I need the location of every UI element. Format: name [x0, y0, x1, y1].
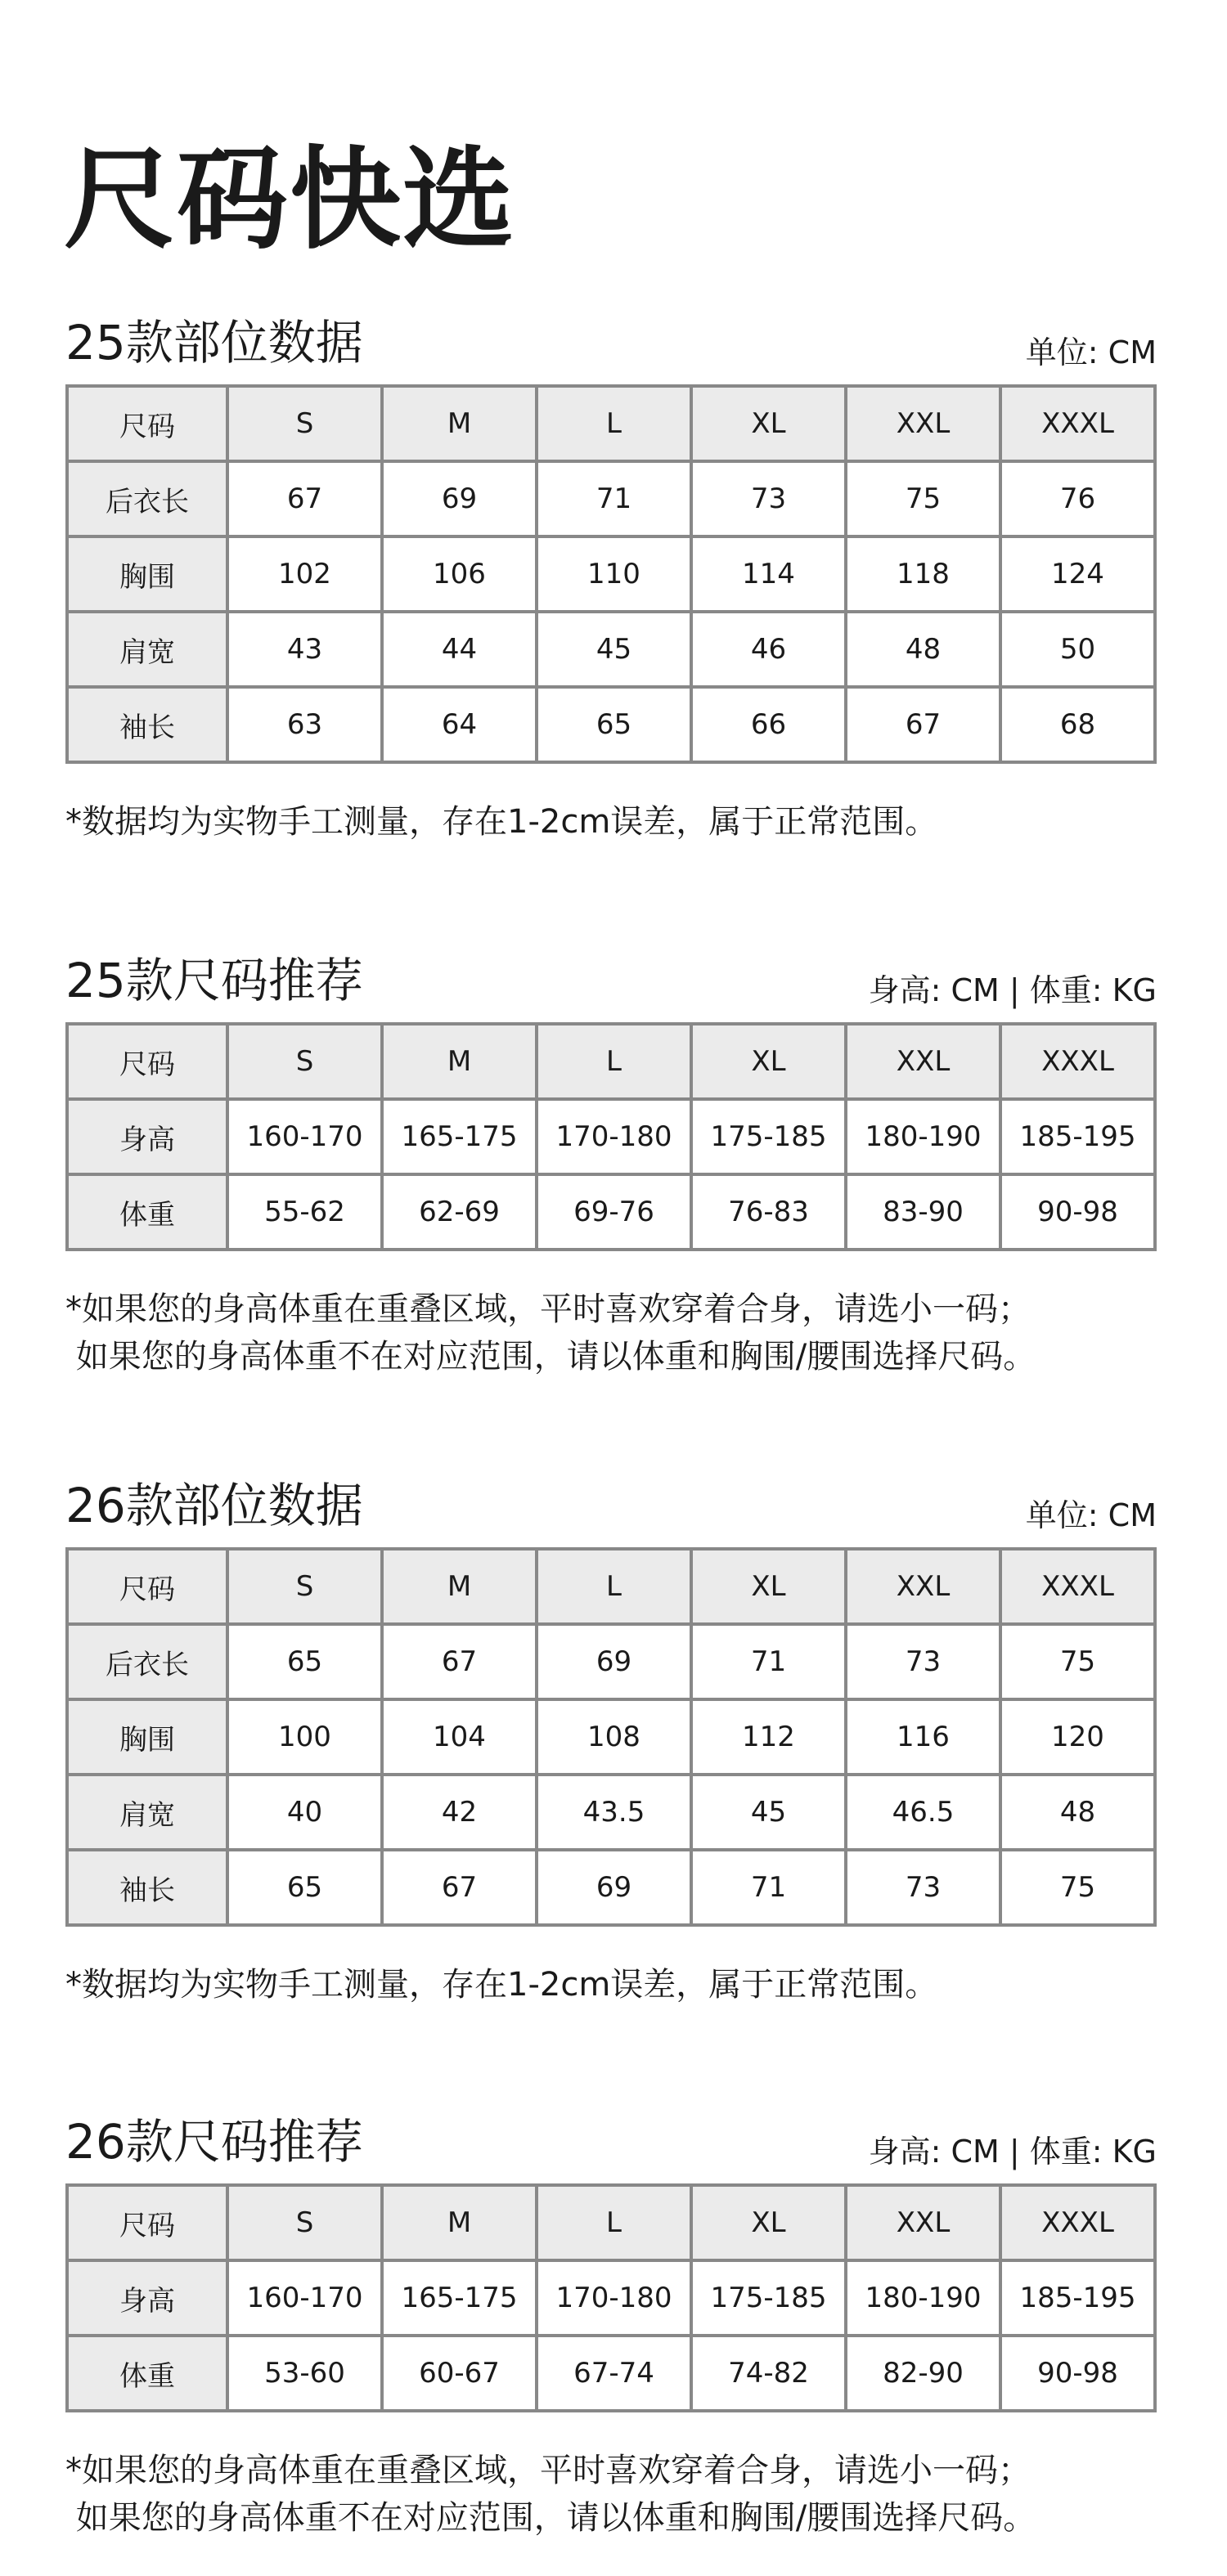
size-header-cell: S	[227, 1024, 382, 1099]
size-header-cell: L	[537, 2185, 691, 2260]
value-cell: 175-185	[691, 1099, 846, 1174]
value-cell: 185-195	[1000, 1099, 1155, 1174]
value-cell: 40	[227, 1775, 382, 1850]
table-row	[67, 612, 1155, 687]
size-header-cell: S	[227, 2185, 382, 2260]
size-header-cell: XXL	[846, 1549, 1000, 1624]
value-cell: 71	[537, 461, 691, 536]
value-cell: 55-62	[227, 1174, 382, 1250]
unit-label: 单位: CM	[1025, 334, 1157, 370]
value-cell: 43	[227, 612, 382, 687]
value-cell: 71	[691, 1624, 846, 1699]
size-section	[65, 940, 1157, 1380]
table-row	[67, 2336, 1155, 2411]
row-label-cell: 后衣长	[67, 1624, 227, 1699]
value-cell: 73	[846, 1624, 1000, 1699]
section-header	[65, 940, 1157, 1014]
size-header-cell: L	[537, 1549, 691, 1624]
value-cell: 67	[846, 687, 1000, 762]
row-label-cell: 袖长	[67, 1850, 227, 1925]
size-table	[65, 1547, 1157, 1927]
unit-label: 单位: CM	[1025, 1497, 1157, 1533]
value-cell: 67	[382, 1624, 537, 1699]
value-cell: 110	[537, 536, 691, 612]
value-cell: 65	[537, 687, 691, 762]
value-cell: 185-195	[1000, 2260, 1155, 2336]
size-table	[65, 384, 1157, 764]
value-cell: 71	[691, 1850, 846, 1925]
value-cell: 116	[846, 1699, 1000, 1775]
value-cell: 48	[1000, 1775, 1155, 1850]
value-cell: 45	[691, 1775, 846, 1850]
size-header-cell: XL	[691, 2185, 846, 2260]
value-cell: 74-82	[691, 2336, 846, 2411]
value-cell: 120	[1000, 1699, 1155, 1775]
value-cell: 180-190	[846, 1099, 1000, 1174]
size-header-cell: XXXL	[1000, 1549, 1155, 1624]
size-header-cell: XXXL	[1000, 386, 1155, 461]
size-header-cell: XXXL	[1000, 2185, 1155, 2260]
table-row	[67, 1699, 1155, 1775]
value-cell: 46.5	[846, 1775, 1000, 1850]
value-cell: 68	[1000, 687, 1155, 762]
value-cell: 102	[227, 536, 382, 612]
value-cell: 46	[691, 612, 846, 687]
row-label-cell: 胸围	[67, 1699, 227, 1775]
table-row	[67, 1775, 1155, 1850]
value-cell: 69	[382, 461, 537, 536]
value-cell: 100	[227, 1699, 382, 1775]
row-label-cell: 体重	[67, 1174, 227, 1250]
section-title: 25款部位数据	[65, 315, 363, 370]
table-row	[67, 2260, 1155, 2336]
footnote	[65, 798, 1157, 846]
value-cell: 67-74	[537, 2336, 691, 2411]
footnote-line: *数据均为实物手工测量，存在1-2cm误差，属于正常范围。	[65, 803, 938, 841]
value-cell: 108	[537, 1699, 691, 1775]
value-cell: 43.5	[537, 1775, 691, 1850]
size-header-cell: XL	[691, 1024, 846, 1099]
value-cell: 76-83	[691, 1174, 846, 1250]
size-header-cell: XXL	[846, 1024, 1000, 1099]
value-cell: 75	[1000, 1624, 1155, 1699]
value-cell: 165-175	[382, 2260, 537, 2336]
value-cell: 124	[1000, 536, 1155, 612]
value-cell: 180-190	[846, 2260, 1000, 2336]
size-header-cell: M	[382, 386, 537, 461]
header-label-cell: 尺码	[67, 1024, 227, 1099]
size-section	[65, 303, 1157, 846]
header-label-cell: 尺码	[67, 2185, 227, 2260]
size-header-cell: L	[537, 386, 691, 461]
value-cell: 48	[846, 612, 1000, 687]
footnote-line: *数据均为实物手工测量，存在1-2cm误差，属于正常范围。	[65, 1966, 938, 2004]
footnote	[65, 2447, 1157, 2542]
size-header-cell: XXXL	[1000, 1024, 1155, 1099]
size-table	[65, 2183, 1157, 2412]
size-table	[65, 1022, 1157, 1251]
size-header-cell: S	[227, 386, 382, 461]
value-cell: 73	[691, 461, 846, 536]
value-cell: 165-175	[382, 1099, 537, 1174]
size-header-cell: M	[382, 2185, 537, 2260]
footnote	[65, 1961, 1157, 2008]
value-cell: 65	[227, 1850, 382, 1925]
size-header-cell: XL	[691, 386, 846, 461]
row-label-cell: 胸围	[67, 536, 227, 612]
footnote-line: *如果您的身高体重在重叠区域，平时喜欢穿着合身，请选小一码；	[65, 2452, 1031, 2489]
table-row	[67, 1624, 1155, 1699]
value-cell: 65	[227, 1624, 382, 1699]
row-label-cell: 袖长	[67, 687, 227, 762]
table-row	[67, 461, 1155, 536]
value-cell: 53-60	[227, 2336, 382, 2411]
table-row	[67, 687, 1155, 762]
value-cell: 67	[382, 1850, 537, 1925]
row-label-cell: 肩宽	[67, 612, 227, 687]
value-cell: 64	[382, 687, 537, 762]
value-cell: 90-98	[1000, 2336, 1155, 2411]
header-label-cell: 尺码	[67, 386, 227, 461]
size-section	[65, 1465, 1157, 2008]
section-title: 26款部位数据	[65, 1478, 363, 1533]
size-header-cell: M	[382, 1549, 537, 1624]
section-title: 25款尺码推荐	[65, 953, 363, 1008]
table-header-row	[67, 2185, 1155, 2260]
row-label-cell: 体重	[67, 2336, 227, 2411]
value-cell: 170-180	[537, 2260, 691, 2336]
size-header-cell: M	[382, 1024, 537, 1099]
value-cell: 112	[691, 1699, 846, 1775]
unit-label: 身高: CM | 体重: KG	[868, 972, 1157, 1008]
value-cell: 60-67	[382, 2336, 537, 2411]
value-cell: 75	[846, 461, 1000, 536]
footnote-line: 如果您的身高体重不在对应范围，请以体重和胸围/腰围选择尺码。	[65, 2499, 1036, 2537]
section-header	[65, 303, 1157, 376]
value-cell: 114	[691, 536, 846, 612]
value-cell: 63	[227, 687, 382, 762]
row-label-cell: 后衣长	[67, 461, 227, 536]
table-row	[67, 536, 1155, 612]
value-cell: 67	[227, 461, 382, 536]
value-cell: 118	[846, 536, 1000, 612]
value-cell: 76	[1000, 461, 1155, 536]
table-row	[67, 1174, 1155, 1250]
table-header-row	[67, 1024, 1155, 1099]
footnote	[65, 1286, 1157, 1380]
value-cell: 73	[846, 1850, 1000, 1925]
value-cell: 104	[382, 1699, 537, 1775]
value-cell: 69	[537, 1850, 691, 1925]
section-header	[65, 2102, 1157, 2175]
value-cell: 170-180	[537, 1099, 691, 1174]
unit-label: 身高: CM | 体重: KG	[868, 2134, 1157, 2170]
table-header-row	[67, 386, 1155, 461]
size-header-cell: L	[537, 1024, 691, 1099]
footnote-line: 如果您的身高体重不在对应范围，请以体重和胸围/腰围选择尺码。	[65, 1338, 1036, 1376]
table-row	[67, 1850, 1155, 1925]
row-label-cell: 身高	[67, 2260, 227, 2336]
size-header-cell: S	[227, 1549, 382, 1624]
value-cell: 69-76	[537, 1174, 691, 1250]
size-header-cell: XXL	[846, 386, 1000, 461]
value-cell: 42	[382, 1775, 537, 1850]
row-label-cell: 肩宽	[67, 1775, 227, 1850]
row-label-cell: 身高	[67, 1099, 227, 1174]
table-header-row	[67, 1549, 1155, 1624]
value-cell: 106	[382, 536, 537, 612]
value-cell: 62-69	[382, 1174, 537, 1250]
table-row	[67, 1099, 1155, 1174]
size-section	[65, 2102, 1157, 2542]
value-cell: 66	[691, 687, 846, 762]
value-cell: 82-90	[846, 2336, 1000, 2411]
value-cell: 83-90	[846, 1174, 1000, 1250]
page-title: 尺码快选	[64, 136, 515, 265]
section-header	[65, 1465, 1157, 1539]
value-cell: 160-170	[227, 2260, 382, 2336]
section-title: 26款尺码推荐	[65, 2114, 363, 2170]
value-cell: 44	[382, 612, 537, 687]
header-label-cell: 尺码	[67, 1549, 227, 1624]
footnote-line: *如果您的身高体重在重叠区域，平时喜欢穿着合身，请选小一码；	[65, 1290, 1031, 1328]
value-cell: 90-98	[1000, 1174, 1155, 1250]
size-header-cell: XXL	[846, 2185, 1000, 2260]
value-cell: 175-185	[691, 2260, 846, 2336]
value-cell: 75	[1000, 1850, 1155, 1925]
size-header-cell: XL	[691, 1549, 846, 1624]
value-cell: 69	[537, 1624, 691, 1699]
value-cell: 45	[537, 612, 691, 687]
value-cell: 160-170	[227, 1099, 382, 1174]
value-cell: 50	[1000, 612, 1155, 687]
